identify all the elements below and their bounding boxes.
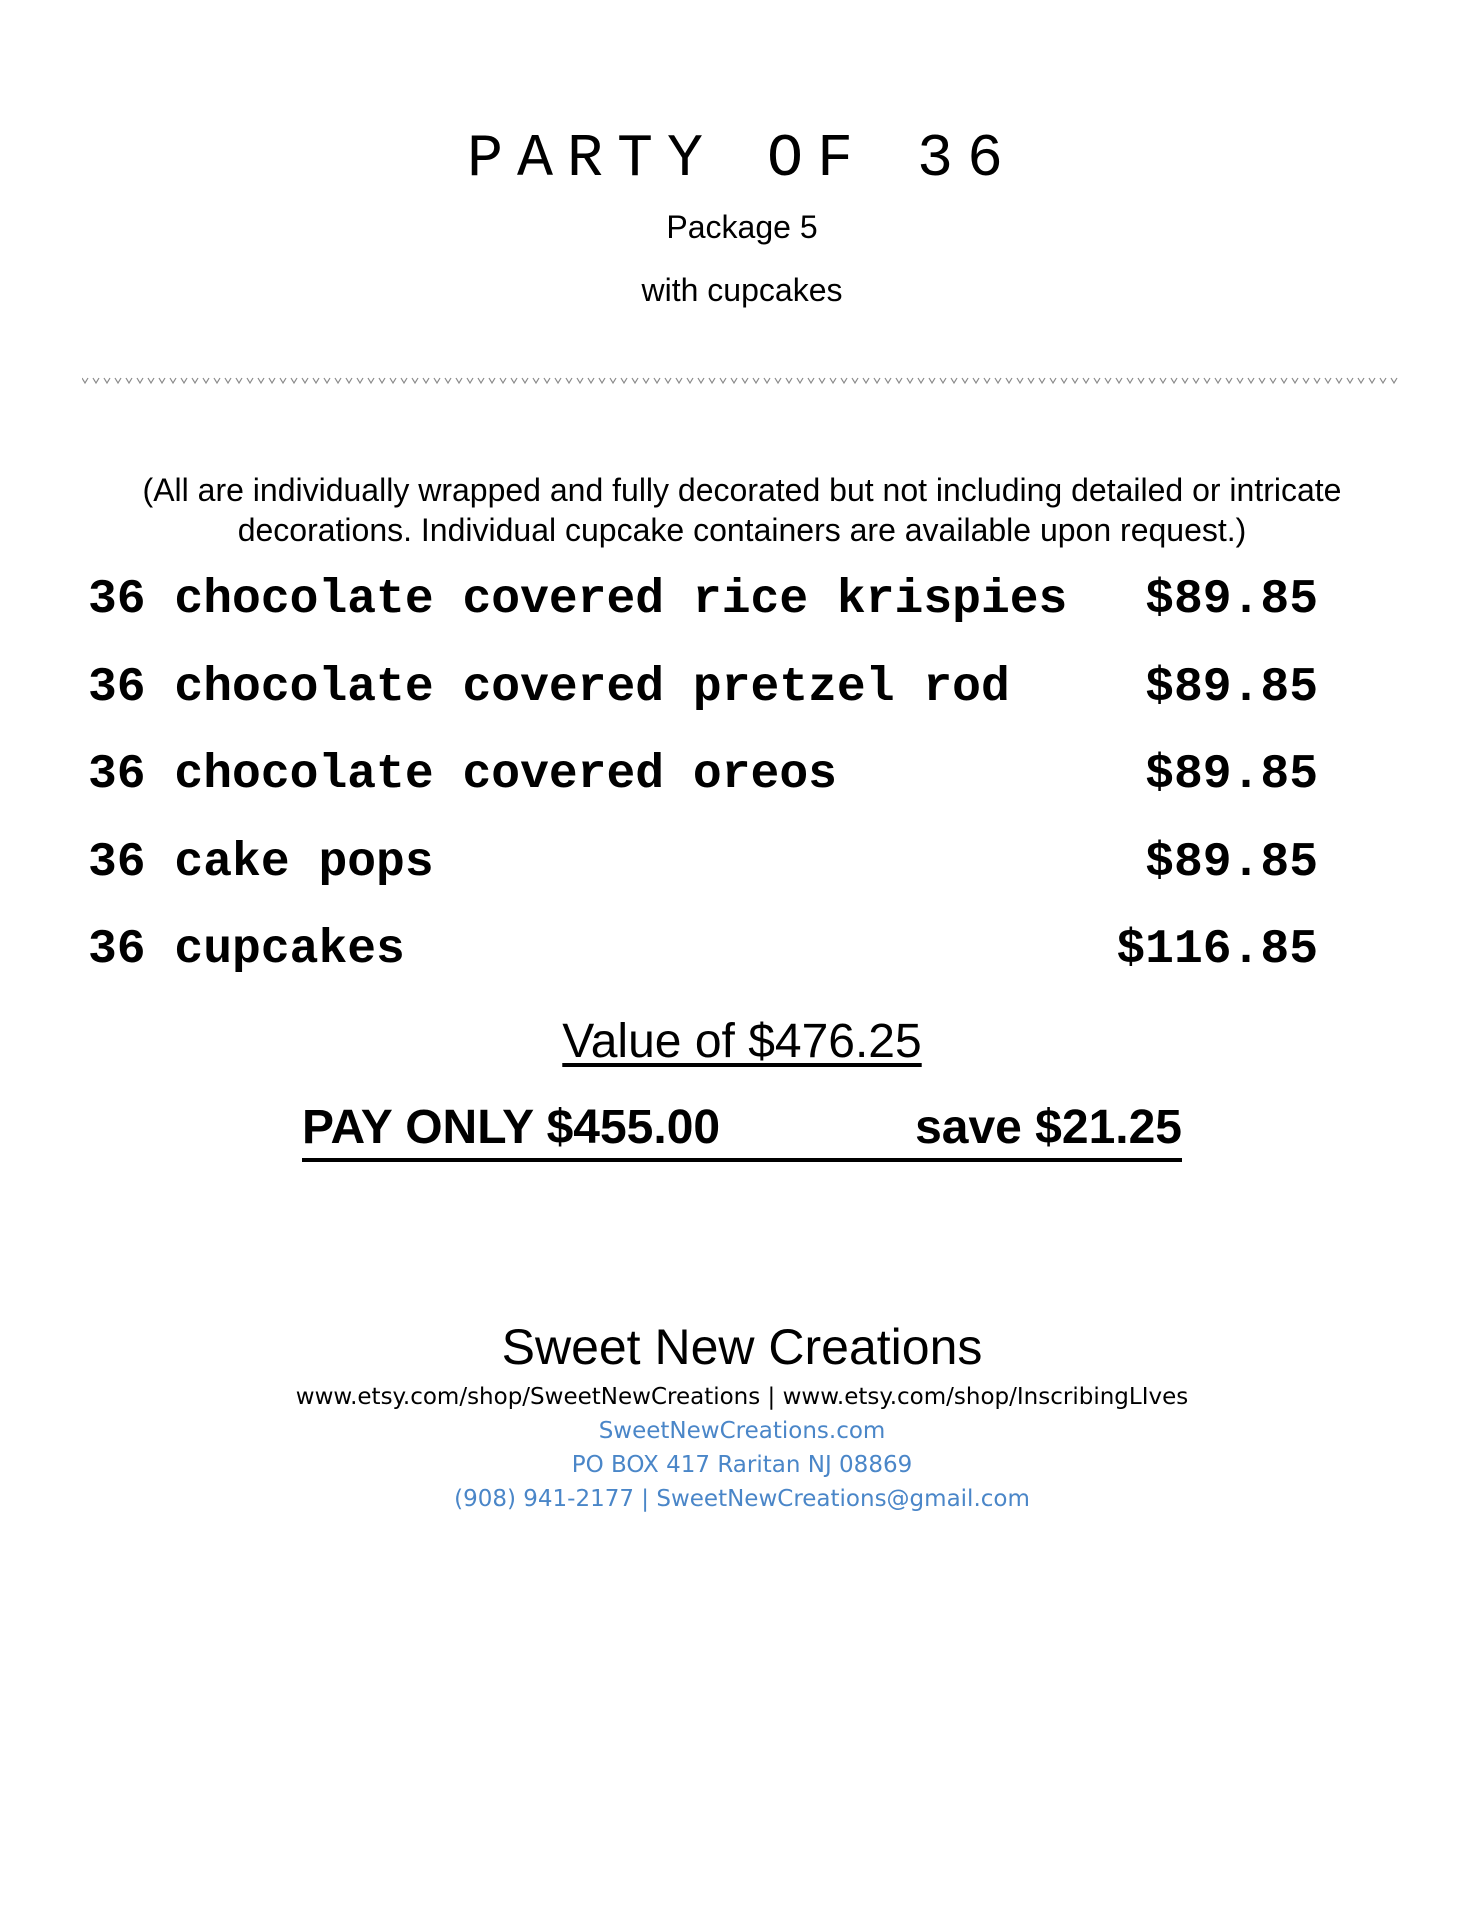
divider-mark	[797, 378, 803, 383]
divider-mark	[1369, 378, 1375, 383]
divider-mark	[632, 378, 638, 383]
divider-mark	[467, 378, 473, 383]
package-subtitle: with cupcakes	[641, 272, 843, 308]
divider-mark	[1017, 378, 1023, 383]
divider-mark	[302, 378, 308, 383]
total-value	[0, 1010, 1484, 1074]
divider-mark	[412, 378, 418, 383]
divider-mark	[1347, 378, 1353, 383]
item-price: $89.85	[1145, 661, 1318, 715]
divider-mark	[368, 378, 374, 383]
divider-mark	[434, 378, 440, 383]
divider-mark	[533, 378, 539, 383]
divider-mark	[269, 378, 275, 383]
divider-mark	[863, 378, 869, 383]
divider-mark	[896, 378, 902, 383]
divider-mark	[401, 378, 407, 383]
divider-mark	[1204, 378, 1210, 383]
divider-mark	[1358, 378, 1364, 383]
website-link[interactable]: SweetNewCreations.com	[598, 1418, 886, 1444]
divider-mark	[93, 378, 99, 383]
divider-mark	[181, 378, 187, 383]
divider-mark	[1083, 378, 1089, 383]
divider-mark	[390, 378, 396, 383]
divider-mark	[1105, 378, 1111, 383]
divider-mark	[698, 378, 704, 383]
divider-mark	[1171, 378, 1177, 383]
divider-mark	[687, 378, 693, 383]
divider-mark	[995, 378, 1001, 383]
divider-mark	[511, 378, 517, 383]
pay-only-price: PAY ONLY $455.00	[302, 1101, 721, 1154]
divider-mark	[885, 378, 891, 383]
divider-mark	[753, 378, 759, 383]
divider-mark	[951, 378, 957, 383]
item-price: $89.85	[1145, 748, 1318, 802]
divider-mark	[489, 378, 495, 383]
divider-mark	[357, 378, 363, 383]
divider-mark	[577, 378, 583, 383]
divider-mark	[1094, 378, 1100, 383]
pay-only-line	[302, 1098, 1182, 1162]
menu-item	[88, 658, 1318, 718]
divider-mark	[1391, 378, 1397, 383]
divider-mark	[1149, 378, 1155, 383]
divider-mark	[1028, 378, 1034, 383]
divider-mark	[82, 378, 88, 383]
divider-mark	[1050, 378, 1056, 383]
divider-mark	[1182, 378, 1188, 383]
divider-mark	[621, 378, 627, 383]
divider-mark	[1292, 378, 1298, 383]
brand-name: Sweet New Creations	[501, 1319, 983, 1375]
divider-mark	[852, 378, 858, 383]
divider-mark	[764, 378, 770, 383]
divider-mark	[555, 378, 561, 383]
divider-mark	[1336, 378, 1342, 383]
item-price: $89.85	[1145, 836, 1318, 890]
divider-mark	[907, 378, 913, 383]
page-title: PARTY OF 36	[466, 126, 1018, 194]
divider-mark	[203, 378, 209, 383]
divider-mark	[291, 378, 297, 383]
item-name: 36 cake pops	[88, 836, 434, 890]
total-value-text: Value of $476.25	[562, 1015, 922, 1068]
divider-mark	[544, 378, 550, 383]
divider-mark	[1138, 378, 1144, 383]
savings-amount: save $21.25	[915, 1101, 1182, 1154]
divider-mark	[786, 378, 792, 383]
divider-mark	[1215, 378, 1221, 383]
divider-mark	[500, 378, 506, 383]
item-price: $89.85	[1145, 573, 1318, 627]
divider-mark	[247, 378, 253, 383]
divider-mark	[742, 378, 748, 383]
divider-mark	[1039, 378, 1045, 383]
divider-mark	[819, 378, 825, 383]
divider-mark	[1380, 378, 1386, 383]
divider-mark	[588, 378, 594, 383]
divider-mark	[918, 378, 924, 383]
divider-mark	[929, 378, 935, 383]
divider-mark	[643, 378, 649, 383]
divider-mark	[775, 378, 781, 383]
divider-mark	[1270, 378, 1276, 383]
contact-info[interactable]: (908) 941-2177 | SweetNewCreations@gmail.com	[454, 1486, 1030, 1512]
divider-mark	[346, 378, 352, 383]
divider-mark	[522, 378, 528, 383]
divider-mark	[379, 378, 385, 383]
menu-item	[88, 833, 1318, 893]
divider-mark	[731, 378, 737, 383]
package-label: Package 5	[666, 209, 818, 245]
item-name: 36 cupcakes	[88, 923, 405, 977]
divider-mark	[665, 378, 671, 383]
divider-mark	[1314, 378, 1320, 383]
divider-mark	[610, 378, 616, 383]
divider-mark	[599, 378, 605, 383]
divider-mark	[192, 378, 198, 383]
divider-mark	[258, 378, 264, 383]
divider-mark	[1226, 378, 1232, 383]
divider-mark	[170, 378, 176, 383]
divider-mark	[445, 378, 451, 383]
divider-mark	[1116, 378, 1122, 383]
divider-mark	[324, 378, 330, 383]
divider-mark	[148, 378, 154, 383]
divider-mark	[1281, 378, 1287, 383]
decorative-divider	[82, 375, 1402, 387]
divider-mark	[280, 378, 286, 383]
divider-mark	[962, 378, 968, 383]
divider-mark	[973, 378, 979, 383]
etsy-links[interactable]: www.etsy.com/shop/SweetNewCreations | www.etsy.com/shop/InscribingLIves	[295, 1384, 1189, 1410]
divider-mark	[159, 378, 165, 383]
divider-mark	[1259, 378, 1265, 383]
menu-item	[88, 920, 1318, 980]
divider-mark	[720, 378, 726, 383]
divider-mark	[1237, 378, 1243, 383]
divider-mark	[830, 378, 836, 383]
divider-mark	[1325, 378, 1331, 383]
mailing-address: PO BOX 417 Raritan NJ 08869	[571, 1452, 913, 1478]
divider-mark	[1160, 378, 1166, 383]
divider-mark	[654, 378, 660, 383]
divider-mark	[214, 378, 220, 383]
divider-mark	[456, 378, 462, 383]
menu-item	[88, 745, 1318, 805]
divider-mark	[126, 378, 132, 383]
menu-item	[88, 570, 1318, 630]
divider-mark	[1127, 378, 1133, 383]
divider-mark	[1061, 378, 1067, 383]
divider-mark	[940, 378, 946, 383]
divider-mark	[423, 378, 429, 383]
divider-mark	[1006, 378, 1012, 383]
divider-mark	[984, 378, 990, 383]
item-name: 36 chocolate covered rice krispies	[88, 573, 1068, 627]
divider-mark	[1193, 378, 1199, 383]
divider-mark	[566, 378, 572, 383]
item-name: 36 chocolate covered pretzel rod	[88, 661, 1010, 715]
divider-mark	[225, 378, 231, 383]
divider-mark	[841, 378, 847, 383]
divider-mark	[709, 378, 715, 383]
divider-mark	[874, 378, 880, 383]
divider-mark	[104, 378, 110, 383]
item-price: $116.85	[1116, 923, 1318, 977]
divider-mark	[236, 378, 242, 383]
divider-mark	[676, 378, 682, 383]
divider-mark	[808, 378, 814, 383]
divider-mark	[1303, 378, 1309, 383]
divider-mark	[115, 378, 121, 383]
wrapping-note: (All are individually wrapped and fully decorated but not including detailed or intricate decorations. Individual cupcake containers are available upon request.)	[142, 472, 1342, 548]
divider-mark	[313, 378, 319, 383]
divider-mark	[137, 378, 143, 383]
divider-mark	[335, 378, 341, 383]
item-name: 36 chocolate covered oreos	[88, 748, 837, 802]
divider-mark	[478, 378, 484, 383]
divider-mark	[1248, 378, 1254, 383]
divider-mark	[1072, 378, 1078, 383]
